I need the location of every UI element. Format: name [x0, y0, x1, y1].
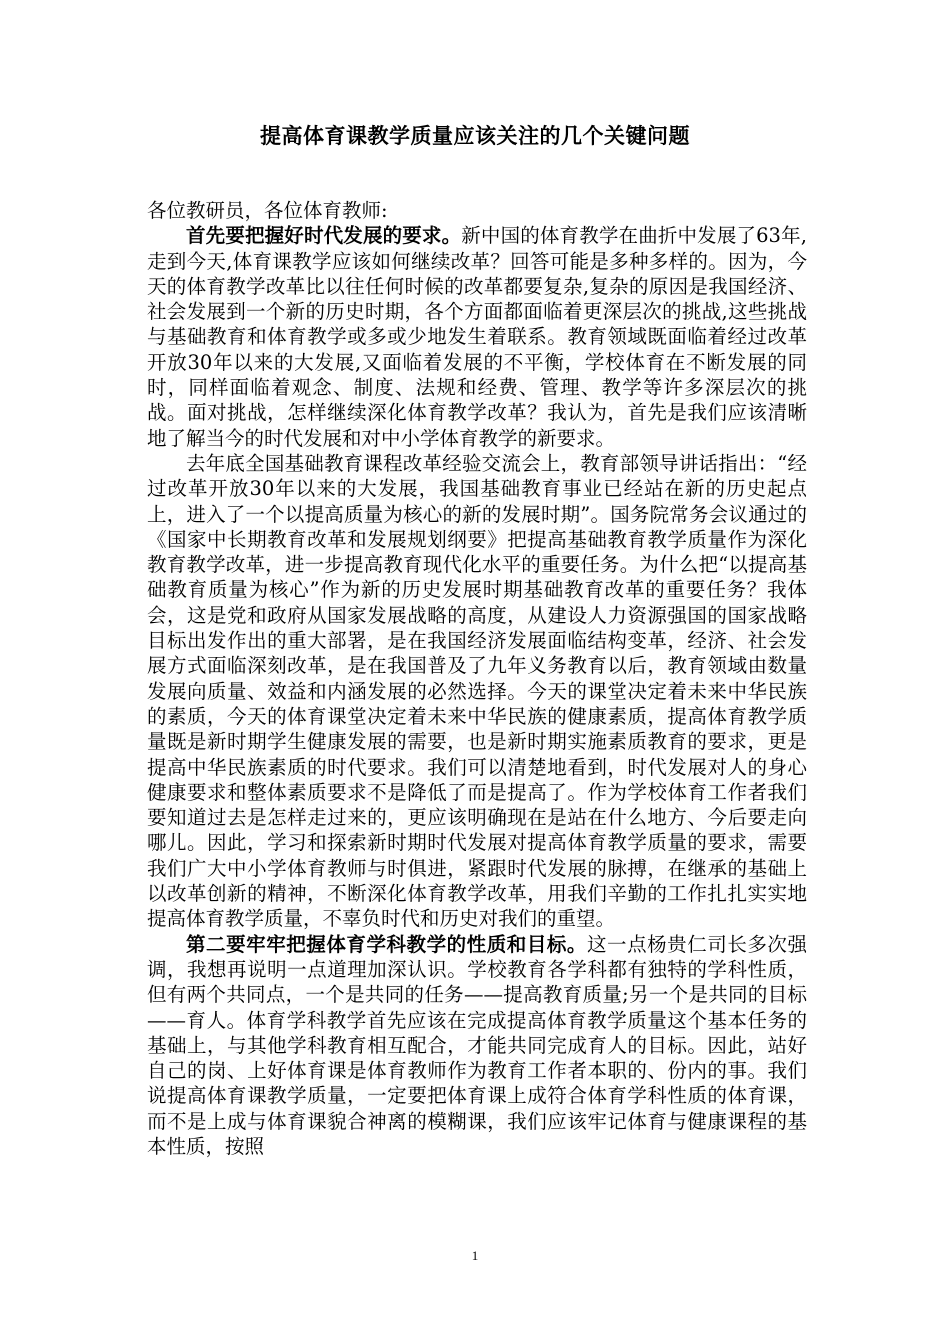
paragraph-3-lead: 第二要牢牢把握体育学科教学的性质和目标。: [186, 932, 587, 956]
paragraph-3: [147, 932, 807, 1160]
document-title: 提高体育课教学质量应该关注的几个关键问题: [260, 123, 690, 148]
paragraph-2: [147, 451, 807, 932]
paragraph-2-text: 去年底全国基础教育课程改革经验交流会上，教育部领导讲话指出：“经过改革开放30年以来的大发展，我国基础教育事业已经站在新的历史起点上，进入了一个以提高质量为核心的新的发展时期”。国务院常务会议通过的《国家中长期教育改革和发展规划纲要》把提高基础教育教学质量作为深化教育教学改革，进一步提高教育现代化水平的重要任务。为什么把“以提高基础教育质量为核心”作为新的历史发展时期基础教育改革的重要任务？我体会，这是党和政府从国家发展战略的高度，从建设人力资源强国的国家战略目标出发作出的重大部署，是在我国经济发展面临结构变革，经济、社会发展方式面临深刻改革，是在我国普及了九年义务教育以后，教育领域由数量发展向质量、效益和内涵发展的必然选择。今天的课堂决定着未来中华民族的素质，今天的体育课堂决定着未来中华民族的健康素质，提高体育教学质量既是新时期学生健康发展的需要，也是新时期实施素质教育的要求，更是提高中华民族素质的时代要求。我们可以清楚地看到，时代发展对人的身心健康要求和整体素质要求不是降低了而是提高了。作为学校体育工作者我们要知道过去是怎样走过来的，更应该明确现在是站在什么地方、今后要走向哪儿。因此，学习和探索新时期时代发展对提高体育教学质量的要求，需要我们广大中小学体育教师与时俱进，紧跟时代发展的脉搏，在继承的基础上以改革创新的精神，不断深化体育教学改革，用我们辛勤的工作扎扎实实地提高体育教学质量，不辜负时代和历史对我们的重望。: [147, 451, 807, 931]
paragraph-3-text: 这一点杨贵仁司长多次强调，我想再说明一点道理加深认识。学校教育各学科都有独特的学科性质，但有两个共同点，一个是共同的任务——提高教育质量;另一个是共同的目标——育人。体育学科教学首先应该在完成提高体育教学质量这个基本任务的基础上，与其他学科教育相互配合，才能共同完成育人的目标。因此，站好自己的岗、上好体育课是体育教师作为教育工作者本职的、份内的事。我们说提高体育课教学质量，一定要把体育课上成符合体育学科性质的体育课，而不是上成与体育课貌合神离的模糊课，我们应该牢记体育与健康课程的基本性质，按照: [147, 932, 807, 1158]
document-body: [147, 198, 807, 1159]
paragraph-1-text: 新中国的体育教学在曲折中发展了63年,走到今天,体育课教学应该如何继续改革？回答可能是多种多样的。因为，今天的体育教学改革比以往任何时候的改革都要复杂,复杂的原因是我国经济、社会发展到一个新的历史时期，各个方面都面临着更深层次的挑战,这些挑战与基础教育和体育教学或多或少地发生着联系。教育领域既面临着经过改革开放30年以来的大发展,又面临着发展的不平衡，学校体育在不断发展的同时，同样面临着观念、制度、法规和经费、管理、教学等许多深层次的挑战。面对挑战，怎样继续深化体育教学改革？我认为，首先是我们应该清晰地了解当今的时代发展和对中小学体育教学的新要求。: [147, 224, 807, 450]
salutation: 各位教研员，各位体育教师:: [147, 199, 388, 222]
paragraph-1: [147, 223, 807, 451]
paragraph-1-lead: 首先要把握好时代发展的要求。: [186, 224, 462, 248]
page-number: 1: [471, 1248, 479, 1263]
